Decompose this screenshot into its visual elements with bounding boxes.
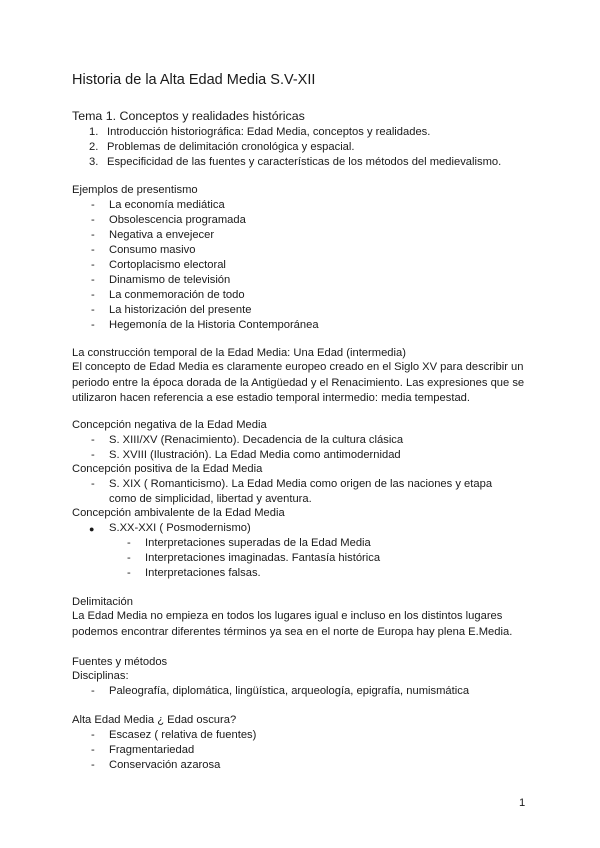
ambivalente-sublist — [127, 536, 380, 581]
delimitacion-heading: Delimitación — [72, 596, 133, 608]
list-item: - Interpretaciones superadas de la Edad Media — [127, 537, 371, 549]
negativa-heading: Concepción negativa de la Edad Media — [72, 419, 267, 431]
list-item: - Paleografía, diplomática, lingüística, arqueología, epigrafía, numismática — [91, 685, 470, 697]
positiva-heading: Concepción positiva de la Edad Media — [72, 463, 263, 475]
list-item: - Fragmentariedad — [91, 744, 195, 756]
ambivalente-list — [89, 521, 251, 536]
ambivalente-heading: Concepción ambivalente de la Edad Media — [72, 507, 285, 519]
list-item: - Hegemonía de la Historia Contemporánea — [91, 319, 319, 331]
negativa-list — [91, 433, 403, 463]
list-item: - Interpretaciones imaginadas. Fantasía histórica — [127, 552, 381, 564]
list-item: 1. Introducción historiográfica: Edad Media, conceptos y realidades. — [89, 126, 431, 138]
construccion-text: El concepto de Edad Media es claramente europeo creado en el Siglo XV para describir un periodo entre la época dorada de la Antigüedad y el Renacimiento. Las expresiones que se utilizaron hacen referencia a ese estadio temporal intermedio: media tempestad. — [72, 361, 525, 404]
oscura-heading: Alta Edad Media ¿ Edad oscura? — [72, 714, 237, 726]
list-item: - Interpretaciones falsas. — [127, 567, 261, 579]
positiva-list — [91, 477, 521, 507]
list-item: - S. XIII/XV (Renacimiento). Decadencia de la cultura clásica — [91, 434, 404, 446]
construccion-heading: La construcción temporal de la Edad Media: Una Edad (intermedia) — [72, 347, 406, 359]
document-title: Historia de la Alta Edad Media S.V-XII — [72, 72, 316, 88]
presentismo-list — [91, 198, 319, 333]
list-item: - Negativa a envejecer — [91, 229, 215, 241]
tema-list — [89, 125, 501, 170]
fuentes-heading: Fuentes y métodos — [72, 656, 168, 668]
delimitacion-text: La Edad Media no empieza en todos los lugares igual e incluso en los distintos lugares podemos encontrar diferentes términos ya sea en el norte de Europa hay plena E.Media. — [72, 610, 513, 638]
list-item: - S. XVIII (Ilustración). La Edad Media como antimodernidad — [91, 449, 401, 461]
list-item: ● S.XX-XXI ( Posmodernismo) — [89, 522, 251, 534]
fuentes-subheading: Disciplinas: — [72, 670, 129, 682]
list-item: - S. XIX ( Romanticismo). La Edad Media como origen de las naciones y etapa como de simplicidad, libertad y aventura. — [91, 478, 493, 505]
list-item: - Consumo masivo — [91, 244, 196, 256]
list-item: 3. Especificidad de las fuentes y características de los métodos del medievalismo. — [89, 156, 502, 168]
list-item: - Escasez ( relativa de fuentes) — [91, 729, 257, 741]
list-item: - Conservación azarosa — [91, 759, 221, 771]
oscura-list — [91, 728, 256, 773]
list-item: - La historización del presente — [91, 304, 252, 316]
page-number: 1 — [519, 797, 526, 809]
list-item: - Dinamismo de televisión — [91, 274, 231, 286]
list-item: - La economía mediática — [91, 199, 225, 211]
list-item: - Cortoplacismo electoral — [91, 259, 226, 271]
fuentes-list — [91, 684, 469, 699]
list-item: 2. Problemas de delimitación cronológica y espacial. — [89, 141, 355, 153]
list-item: - Obsolescencia programada — [91, 214, 246, 226]
tema-heading: Tema 1. Conceptos y realidades históricas — [72, 109, 305, 123]
list-item: - La conmemoración de todo — [91, 289, 245, 301]
presentismo-heading: Ejemplos de presentismo — [72, 184, 198, 196]
